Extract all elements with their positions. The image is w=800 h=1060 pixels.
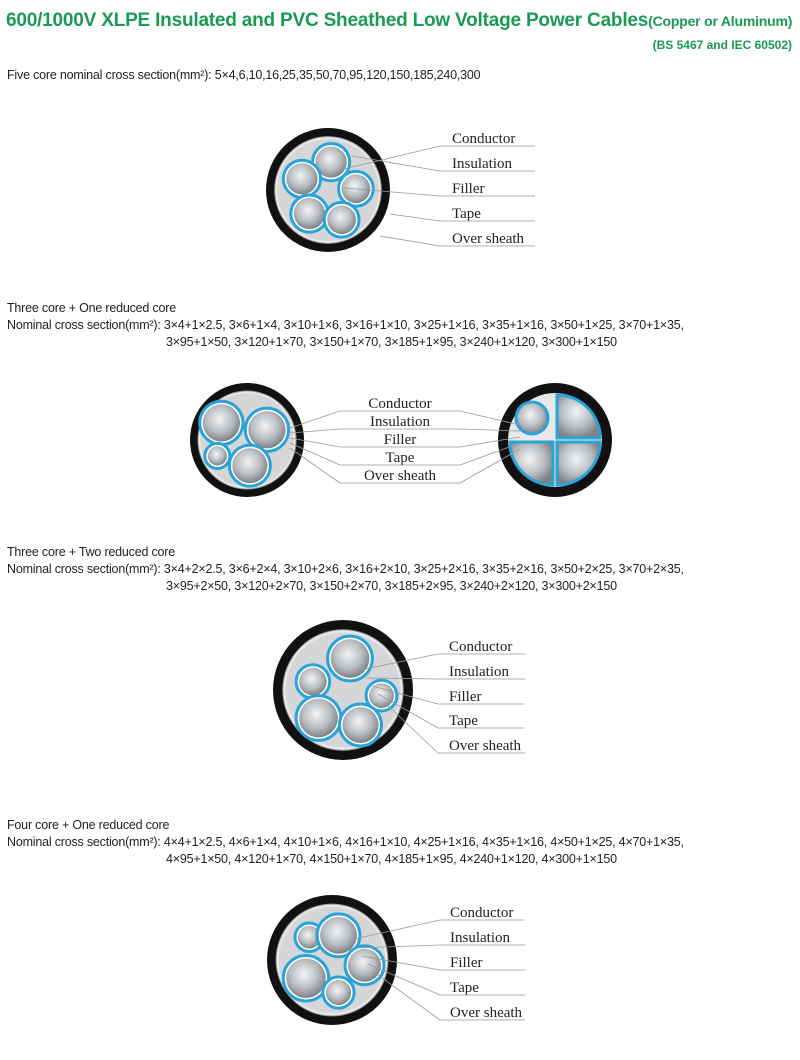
four-plus-one-heading: Four core + One reduced core (7, 818, 170, 832)
three-plus-two-conductor (299, 668, 327, 696)
three-plus-one-label-conductor: Conductor (368, 396, 432, 412)
three-plus-two-conductor (331, 639, 370, 678)
four-plus-one-label-filler: Filler (450, 955, 483, 971)
five-core-label-insulation: Insulation (452, 156, 512, 172)
reduced-conductor (516, 402, 548, 434)
three-plus-one-round-conductor (248, 411, 285, 448)
four-plus-one-conductor (326, 980, 351, 1005)
three-plus-one-label-filler: Filler (383, 432, 417, 448)
three-plus-two-spec: Nominal cross section(mm²): 3×4+2×2.5, 3×6+2×4, 3×10+2×6, 3×16+2×10, 3×25+2×16, 3×35+2×16, 3×50+2×25, 3×70+2×35, (7, 562, 684, 576)
three-plus-one-heading: Three core + One reduced core (7, 301, 176, 315)
five-core-label-conductor: Conductor (452, 131, 516, 147)
five-core-conductor (286, 163, 317, 194)
three-plus-two-heading: Three core + Two reduced core (7, 545, 176, 559)
three-plus-one-spec: Nominal cross section(mm²): 3×4+1×2.5, 3×6+1×4, 3×10+1×6, 3×16+1×10, 3×25+1×16, 3×35+1×16, 3×50+1×25, 3×70+1×35, (7, 318, 684, 332)
four-plus-one-spec-cont: 4×95+1×50, 4×120+1×70, 4×150+1×70, 4×185+1×95, 4×240+1×120, 4×300+1×150 (166, 852, 617, 866)
five-core-label-filler: Filler (452, 181, 485, 197)
three-plus-two-label-conductor: Conductor (449, 639, 513, 655)
three-plus-two-conductor (299, 699, 338, 738)
title-main: 600/1000V XLPE Insulated and PVC Sheathed Low Voltage Power Cables (6, 10, 649, 31)
three-plus-two-label-over-sheath: Over sheath (449, 738, 522, 754)
three-plus-two-label-filler: Filler (449, 689, 482, 705)
three-plus-two-label-tape: Tape (449, 713, 478, 729)
title-suffix: (Copper or Aluminum) (648, 13, 793, 29)
four-plus-one-conductor (348, 949, 381, 982)
four-plus-one-label-over-sheath: Over sheath (450, 1005, 523, 1021)
four-plus-one-conductor (320, 917, 357, 954)
leader (390, 214, 440, 221)
four-plus-one-label-insulation: Insulation (450, 930, 510, 946)
three-plus-one-spec-cont: 3×95+1×50, 3×120+1×70, 3×150+1×70, 3×185+1×95, 3×240+1×120, 3×300+1×150 (166, 335, 617, 349)
three-plus-one-round-conductor (232, 448, 267, 483)
four-plus-one-conductor (286, 958, 326, 998)
three-plus-one-label-over-sheath: Over sheath (363, 468, 437, 484)
three-plus-two-label-insulation: Insulation (449, 664, 509, 680)
three-plus-two-conductor (343, 707, 379, 743)
leader (380, 236, 440, 246)
three-plus-one-round-conductor (208, 446, 227, 465)
four-plus-one-label-conductor: Conductor (450, 905, 514, 921)
four-plus-one-label-tape: Tape (450, 980, 479, 996)
four-plus-one-spec: Nominal cross section(mm²): 4×4+1×2.5, 4×6+1×4, 4×10+1×6, 4×16+1×10, 4×25+1×16, 4×35+1×16, 4×50+1×25, 4×70+1×35, (7, 835, 684, 849)
three-plus-one-label-insulation: Insulation (370, 414, 430, 430)
five-core-label-over-sheath: Over sheath (452, 231, 525, 247)
three-plus-one-round-conductor (203, 404, 240, 441)
five-core-label-tape: Tape (452, 206, 481, 222)
standards-note: (BS 5467 and IEC 60502) (652, 38, 792, 52)
five-core-spec: Five core nominal cross section(mm²): 5×4,6,10,16,25,35,50,70,95,120,150,185,240,300 (7, 68, 481, 82)
five-core-conductor (327, 205, 356, 234)
three-plus-two-spec-cont: 3×95+2×50, 3×120+2×70, 3×150+2×70, 3×185+2×95, 3×240+2×120, 3×300+2×150 (166, 579, 617, 593)
five-core-conductor (294, 198, 325, 229)
three-plus-one-label-tape: Tape (385, 450, 415, 466)
